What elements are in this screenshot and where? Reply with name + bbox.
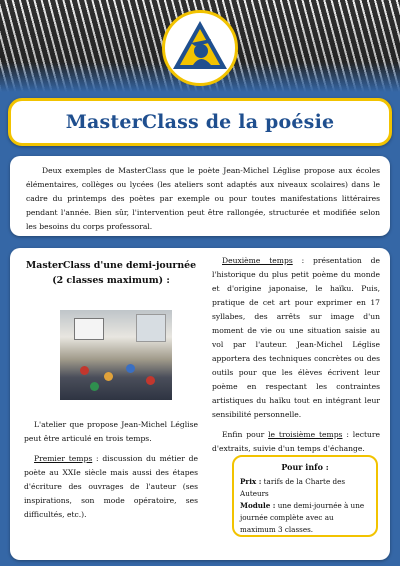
third-step-prefix: Enfin pour — [222, 430, 269, 439]
student-mark — [80, 366, 89, 375]
student-mark — [104, 372, 113, 381]
first-step-text: : discussion du métier de poète au XXIe siècle mais aussi des étapes d'écriture des ouvrages de l'auteur (ses inspirations, son mode opératoire, ses difficultés, etc.). — [24, 454, 198, 519]
info-title: Pour info : — [281, 462, 329, 472]
intro-paragraph: L'atelier que propose Jean-Michel Léglise peut être articulé en trois temps. — [24, 420, 198, 443]
first-step-label: Premier temps — [34, 454, 93, 463]
section-heading-line2: (2 classes maximum) : — [52, 275, 170, 286]
second-step-paragraph — [212, 254, 380, 422]
info-box — [232, 455, 378, 537]
second-step-label: Deuxième temps — [222, 256, 293, 265]
first-step-paragraph — [24, 452, 198, 522]
main-card — [10, 248, 390, 560]
third-step-label: le troisième temps — [268, 430, 343, 439]
classroom-photo-icon — [60, 310, 172, 400]
third-step-paragraph — [212, 428, 380, 456]
window — [136, 314, 166, 342]
intro-text: Deux exemples de MasterClass que le poète Jean-Michel Léglise propose aux écoles élémentaires, collèges ou lycées (les ateliers sont adaptés aux niveaux scolaires) dans le cadre du printemps des poètes par exemple ou pour toutes manifestations littéraires pendant l'année. Bien sûr, l'intervention peut être rallongée, structurée et modifiée selon les besoins du corps professoral. — [26, 166, 380, 231]
price-label: Prix : — [240, 477, 262, 486]
price-text: tarifs de la Charte des Auteurs — [240, 477, 346, 498]
third-step-text: : lecture d'extraits, suivie d'un temps d'échange. — [212, 430, 381, 453]
right-column — [212, 254, 380, 462]
section-heading — [24, 258, 198, 288]
whiteboard — [74, 318, 104, 340]
section-heading-line1: MasterClass d'une demi-journée — [25, 260, 197, 271]
student-mark — [146, 376, 155, 385]
intro-card — [10, 156, 390, 236]
left-body — [24, 418, 198, 522]
student-mark — [90, 382, 99, 391]
module-line — [240, 500, 370, 536]
second-step-text: : présentation de l'historique du plus petit poème du monde et d'origine japonaise, le haïku. Puis, pratique de cet art pour exprimer en 17 syllabes, des arrêts sur image d'un moment de vie ou une situation saisie au vol par l'auteur. Jean-Michel Léglise apportera des techniques concrètes ou des outils pour que les élèves écrivent leur poème en respectant les contraintes artistiques du haïku tout en intégrant leur sensibilité personnelle. — [212, 256, 380, 419]
left-column — [24, 256, 198, 528]
price-line — [240, 476, 370, 500]
page-title: MasterClass de la poésie — [65, 111, 335, 133]
module-label: Module : — [240, 501, 276, 510]
author-logo-icon — [162, 10, 238, 86]
title-card — [8, 98, 392, 146]
student-mark — [126, 364, 135, 373]
module-text: une demi-journée à une journée complète avec au maximum 3 classes. — [240, 501, 365, 534]
